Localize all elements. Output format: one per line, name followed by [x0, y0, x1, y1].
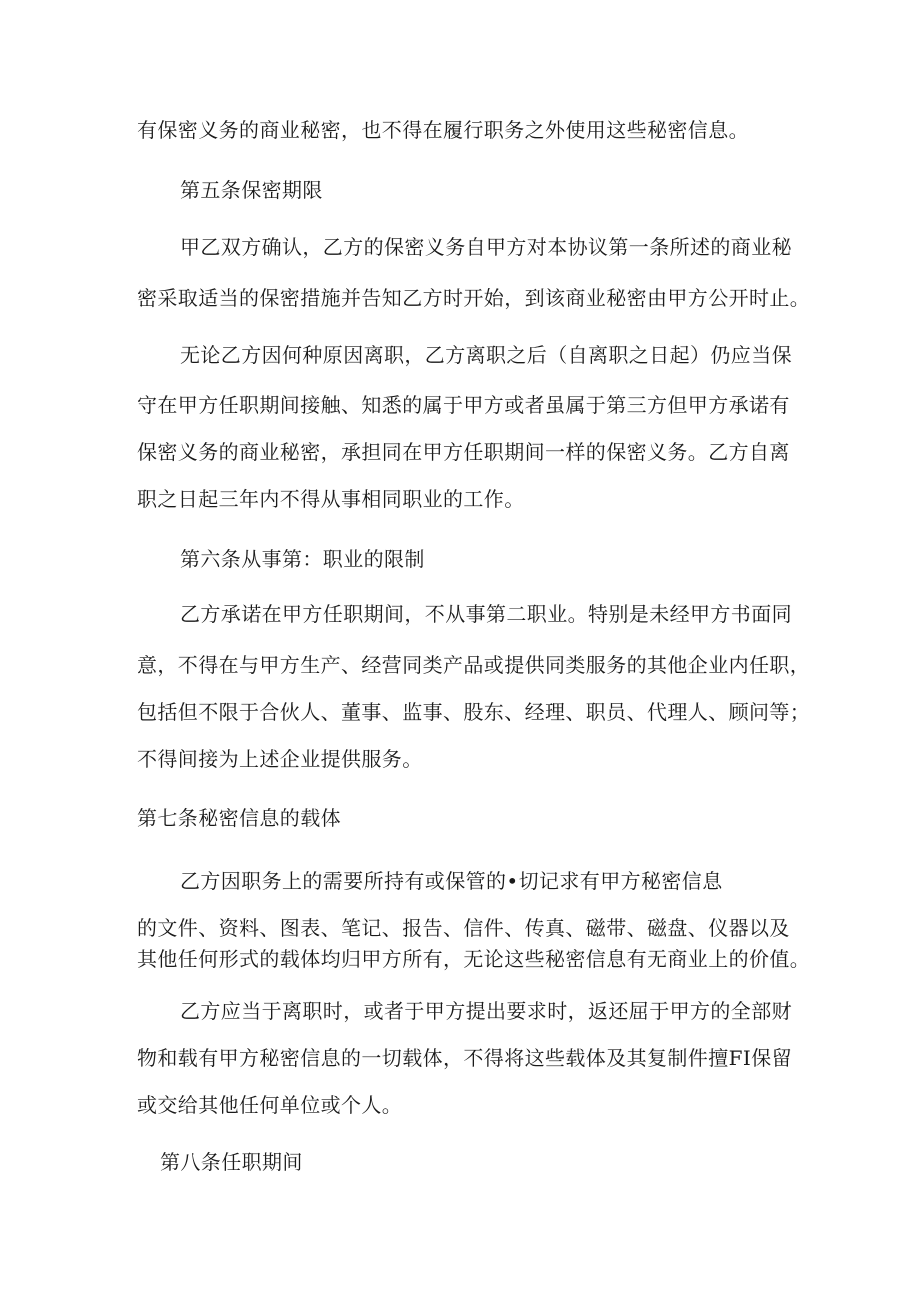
paragraph-line: 其他任何形式的载体均归甲方所有，无论这些秘密信息有无商业上的价值。 — [137, 947, 811, 971]
paragraph-line: 甲乙双方确认，乙方的保密义务自甲方对本协议第一条所述的商业秘 — [180, 235, 792, 259]
paragraph-line: 乙方承诺在甲方任职期间，不从事第二职业。特别是未经甲方书面同 — [180, 602, 792, 626]
paragraph-line: 无论乙方因何种原因离职，乙方离职之后（自离职之日起）仍应当保 — [180, 343, 792, 367]
paragraph-line: 密采取适当的保密措施并告知乙方时开始，到该商业秘密由甲方公开时止。 — [137, 286, 811, 310]
article-5-heading: 第五条保密期限 — [180, 178, 323, 202]
paragraph-line: 有保密义务的商业秘密，也不得在履行职务之外使用这些秘密信息。 — [137, 118, 749, 142]
article-6-heading: 第六条从事第：职业的限制 — [180, 547, 425, 571]
paragraph-line: 乙方应当于离职时，或者于甲方提出要求时，返还屈于甲方的全部财 — [180, 999, 792, 1023]
paragraph-line: 包括但不限于合伙人、董事、监事、股东、经理、职员、代理人、顾问等； — [137, 700, 811, 724]
paragraph-line: 职之日起三年内不得从事相同职业的工作。 — [137, 487, 525, 511]
paragraph-line: 的文件、资料、图表、笔记、报告、信件、传真、磁带、磁盘、仪器以及 — [137, 916, 790, 940]
paragraph-line: 或交给其他任何单位或个人。 — [137, 1093, 403, 1117]
paragraph-line: 不得间接为上述企业提供服务。 — [137, 747, 423, 771]
paragraph-line: 物和载有甲方秘密信息的一切载体，不得将这些载体及其复制件擅FI保留 — [137, 1046, 792, 1070]
paragraph-line: 保密义务的商业秘密，承担同在甲方任职期间一样的保密义务。乙方自离 — [137, 440, 790, 464]
article-8-heading: 第八条任职期间 — [160, 1150, 303, 1174]
paragraph-line: 意，不得在与甲方生产、经营同类产品或提供同类服务的其他企业内任职， — [137, 653, 811, 677]
article-7-heading: 第七条秘密信息的载体 — [137, 806, 341, 830]
paragraph-line: 守在甲方任职期间接触、知悉的属于甲方或者虽属于第三方但甲方承诺有 — [137, 393, 790, 417]
paragraph-line: 乙方因职务上的需要所持有或保管的•切记求有甲方秘密信息 — [180, 869, 723, 893]
